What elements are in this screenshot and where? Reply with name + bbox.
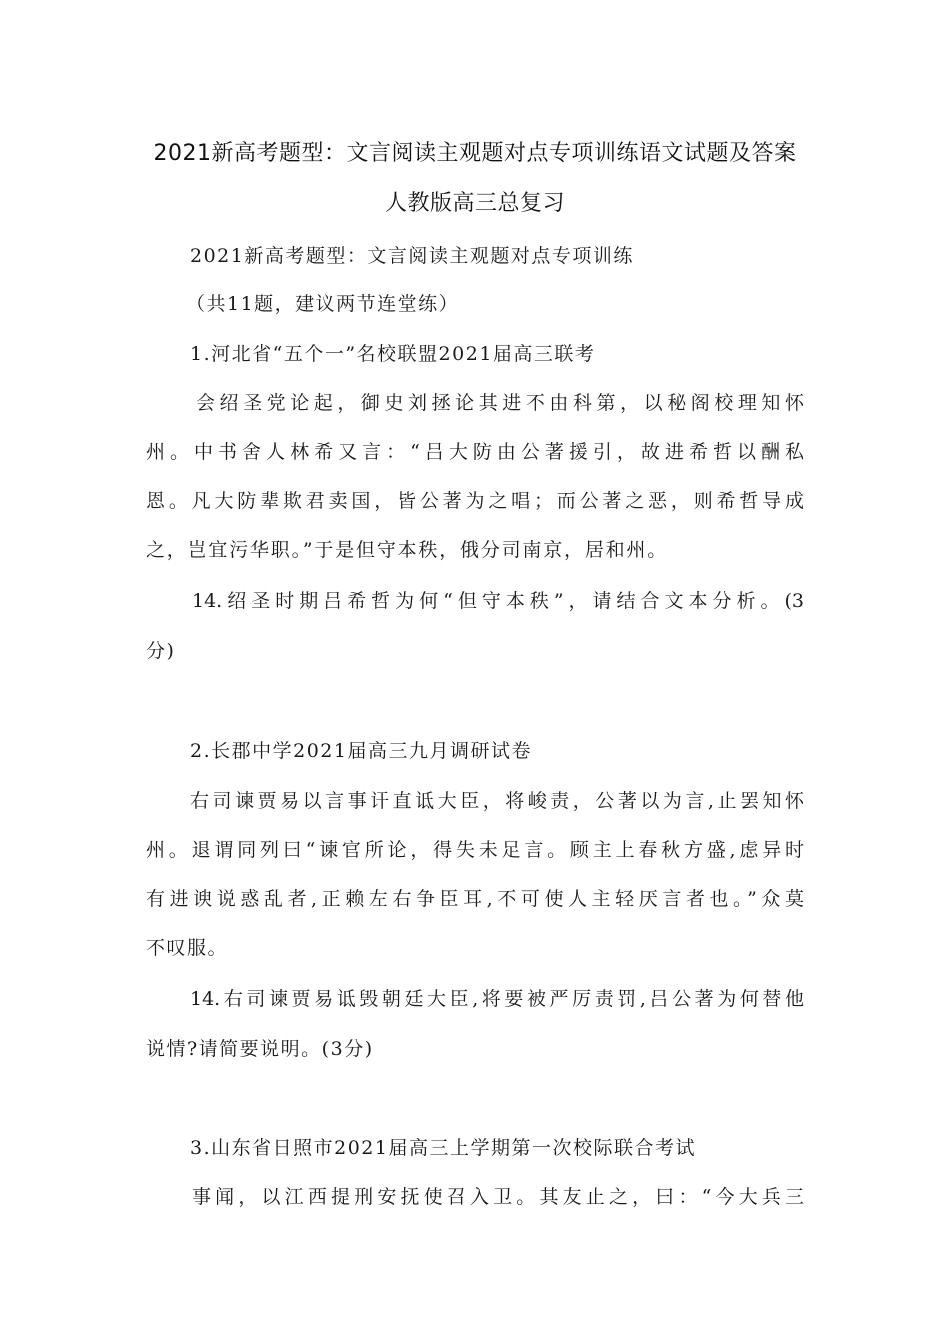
passage-1-line-1: 会绍圣党论起，御史刘拯论其进不由科第，以秘阁校理知怀 [196,392,804,414]
passage-2-line-4: 不叹服。 [146,937,229,959]
exercise-note: （共11题，建议两节连堂练） [186,293,460,315]
passage-2-line-3: 有进谀说惑乱者,正赖左右争臣耳,不可使人主轻厌言者也。”众莫 [146,888,804,910]
document-title-line-1: 2021新高考题型：文言阅读主观题对点专项训练语文试题及答案 [153,141,797,166]
passage-2-line-1: 右司谏贾易以言事讦直诋大臣，将峻责，公著以为言,止罢知怀 [190,790,804,812]
passage-2-line-2: 州。退谓同列曰“谏官所论，得失未足言。顾主上春秋方盛,虑异时 [146,839,804,861]
source-heading-1: 1.河北省“五个一”名校联盟2021届高三联考 [190,343,596,365]
question-2-line-2: 说情?请简要说明。(3分) [146,1038,374,1060]
section-heading: 2021新高考题型：文言阅读主观题对点专项训练 [190,245,634,267]
document-title-line-2: 人教版高三总复习 [384,191,565,216]
passage-1-line-2: 州。中书舍人林希又言：“吕大防由公著援引，故进希哲以酬私 [146,441,804,463]
passage-1-line-4: 之，岂宜污华职。”于是但守本秩，俄分司南京，居和州。 [146,539,669,561]
question-2-line-1: 14.右司谏贾易诋毁朝廷大臣,将要被严厉责罚,吕公著为何替他 [190,988,804,1010]
question-1-line-1: 14.绍圣时期吕希哲为何“但守本秩”，请结合文本分析。(3 [192,590,804,612]
passage-1-line-3: 恩。凡大防辈欺君卖国，皆公著为之唱；而公著之恶，则希哲导成 [146,490,804,512]
passage-3-line-1: 事闻，以江西提刑安抚使召入卫。其友止之，曰：“今大兵三 [192,1186,804,1208]
source-heading-3: 3.山东省日照市2021届高三上学期第一次校际联合考试 [190,1137,696,1159]
source-heading-2: 2.长郡中学2021届高三九月调研试卷 [190,740,532,762]
question-1-line-2: 分) [146,640,176,662]
